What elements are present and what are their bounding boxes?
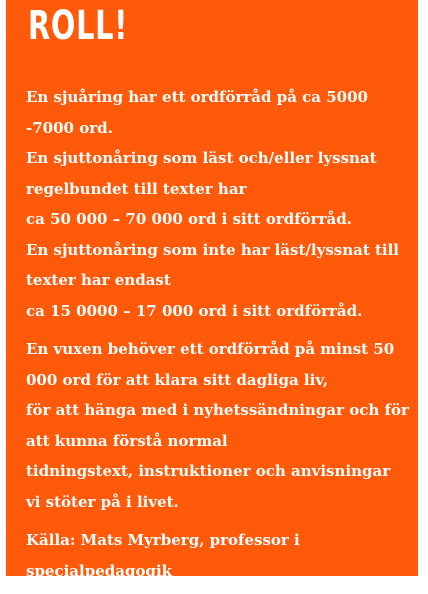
text-line: ca 15 0000 – 17 000 ord i sitt ordförråd. (26, 301, 363, 320)
text-line: ca 50 000 – 70 000 ord i sitt ordförråd. (26, 210, 352, 228)
headline-line-2: ROLL! (28, 3, 129, 49)
text-line: En vuxen behöver ett ordförråd på minst 50 (26, 340, 395, 358)
headline-line-1 (28, 0, 362, 1)
text-line: Källa: Mats Myrberg, professor i (26, 531, 300, 549)
text-line: texter har endast (26, 271, 171, 289)
text-line: En sjuttonåring som inte har läst/lyssnat till (26, 240, 400, 259)
info-panel (6, 0, 418, 580)
text-line: tidningstext, instruktioner och anvisningar (26, 462, 391, 480)
text-line: En sjuttonåring som läst och/eller lyssnat (26, 149, 377, 167)
text-line: 000 ord för att klara sitt dagliga liv, (26, 370, 329, 389)
paragraph-vocabulary-stats (26, 82, 410, 326)
text-line: regelbundet till texter har (26, 179, 247, 198)
text-line: -7000 ord. (26, 118, 113, 137)
text-line: En sjuåring har ett ordförråd på ca 5000 (26, 88, 368, 106)
text-line: specialpedagogik (26, 561, 173, 580)
text-line: vi stöter på i livet. (26, 492, 179, 511)
paragraph-adult-needs (26, 334, 410, 517)
headline (28, 0, 362, 50)
text-line: för att hänga med i nyhetssändningar och för (26, 401, 409, 419)
text-line: att kunna förstå normal (26, 431, 228, 450)
body-text (26, 82, 410, 594)
paragraph-source (26, 525, 410, 586)
